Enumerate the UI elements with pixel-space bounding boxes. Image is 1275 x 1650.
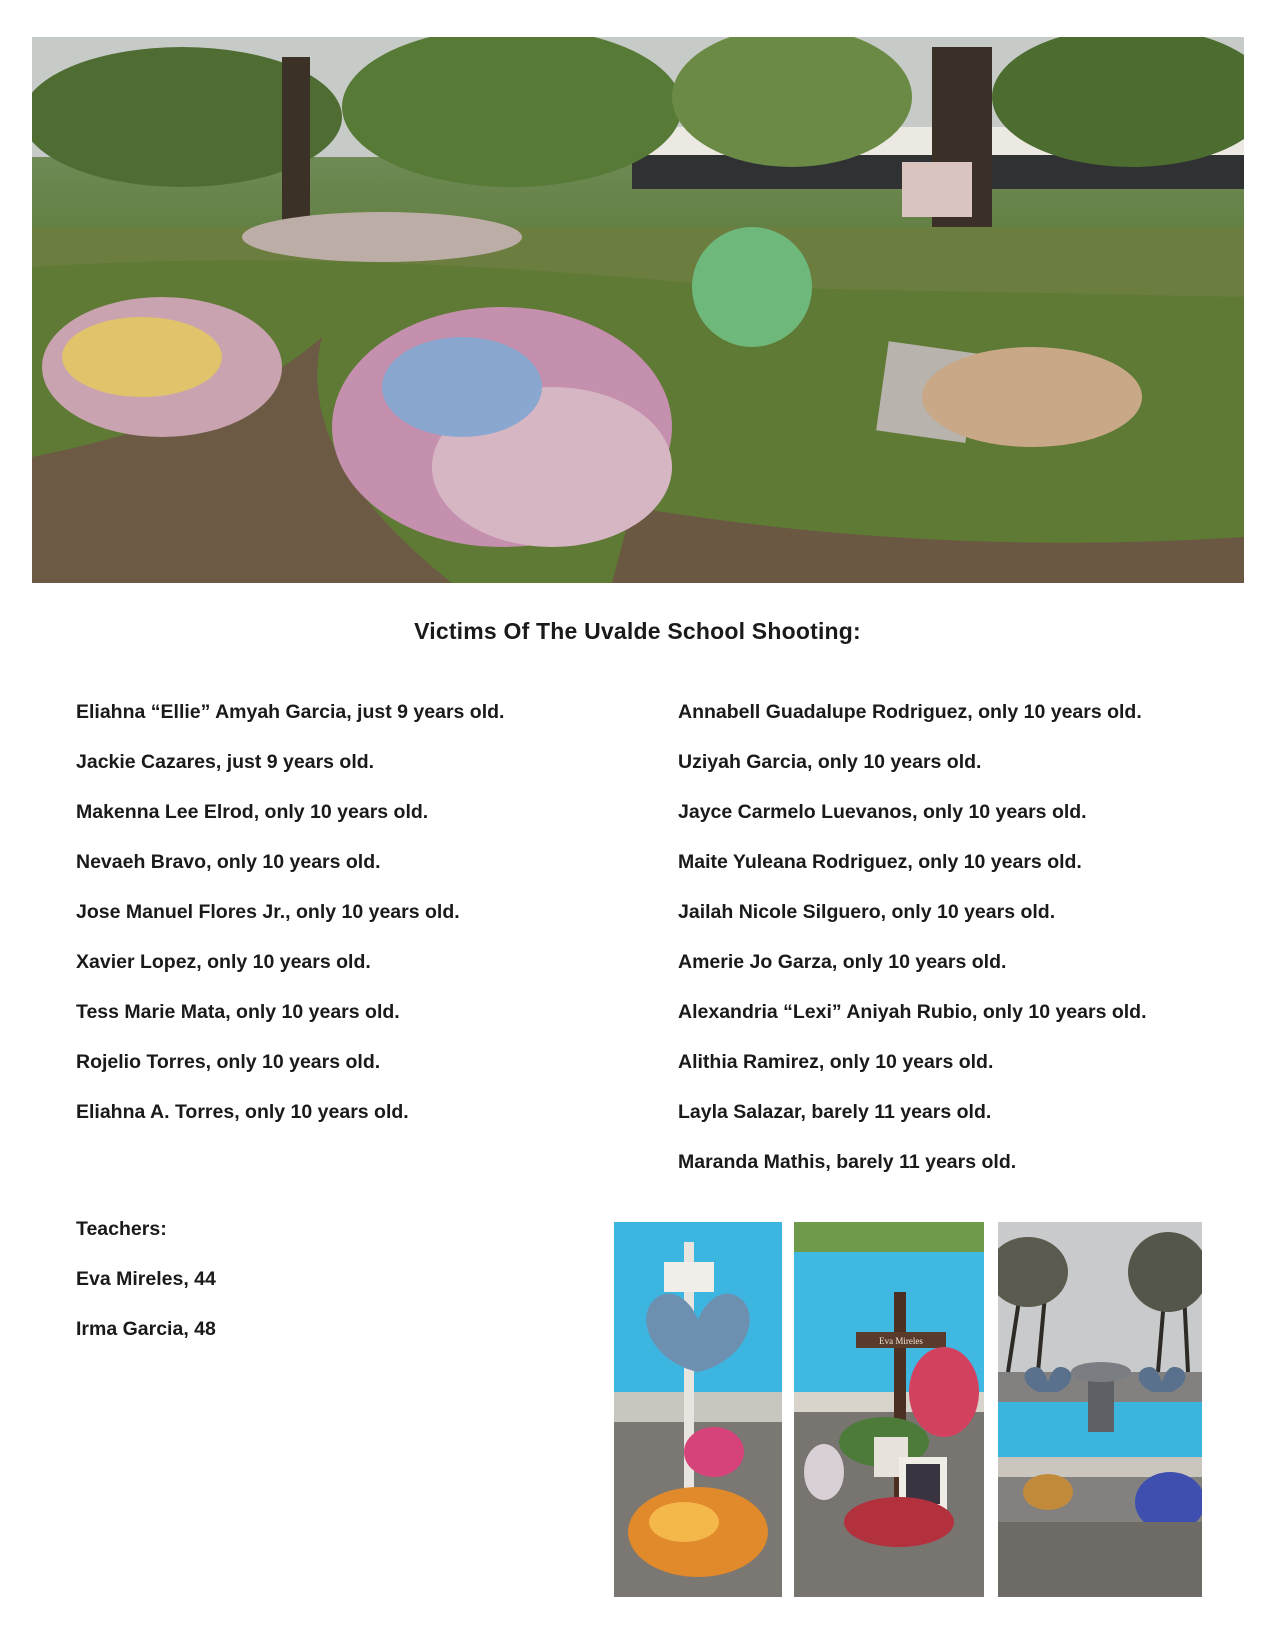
pool-memorial-photo-1: [614, 1222, 782, 1597]
pool-photo-3-drawing: [998, 1222, 1202, 1597]
list-item: Jackie Cazares, just 9 years old.: [76, 751, 375, 773]
teacher-item: Eva Mireles, 44: [76, 1268, 216, 1290]
list-item: Eliahna “Ellie” Amyah Garcia, just 9 years old.: [76, 701, 505, 723]
pool-memorial-photo-2: [794, 1222, 984, 1597]
memorial-site-photo: [32, 37, 1244, 583]
list-item: Jayce Carmelo Luevanos, only 10 years old.: [678, 801, 1087, 823]
pool-photo-2-drawing: [794, 1222, 984, 1597]
list-item: Tess Marie Mata, only 10 years old.: [76, 1001, 400, 1023]
list-item: Alexandria “Lexi” Aniyah Rubio, only 10 years old.: [678, 1001, 1147, 1023]
list-item: Amerie Jo Garza, only 10 years old.: [678, 951, 1007, 973]
pool-memorial-photo-3: [998, 1222, 1202, 1597]
victims-list-right: [678, 700, 1147, 1200]
victims-list-left: [76, 700, 504, 1150]
list-item: Jailah Nicole Silguero, only 10 years old.: [678, 901, 1056, 923]
list-item: Maite Yuleana Rodriguez, only 10 years old.: [678, 851, 1082, 873]
list-item: Makenna Lee Elrod, only 10 years old.: [76, 801, 429, 823]
teachers-heading: Teachers:: [76, 1218, 167, 1240]
list-item: Uziyah Garcia, only 10 years old.: [678, 751, 982, 773]
list-item: Rojelio Torres, only 10 years old.: [76, 1051, 381, 1073]
list-item: Jose Manuel Flores Jr., only 10 years old.: [76, 901, 460, 923]
list-item: Layla Salazar, barely 11 years old.: [678, 1101, 992, 1123]
memorial-photo-drawing: [32, 37, 1244, 583]
list-item: Eliahna A. Torres, only 10 years old.: [76, 1101, 409, 1123]
pool-photo-1-drawing: [614, 1222, 782, 1597]
list-item: Alithia Ramirez, only 10 years old.: [678, 1051, 994, 1073]
cross-name-plate: Eva Mireles: [879, 1336, 923, 1346]
page-title: Victims Of The Uvalde School Shooting:: [414, 618, 861, 644]
teacher-item: Irma Garcia, 48: [76, 1318, 216, 1340]
teachers-section: [76, 1217, 216, 1367]
list-item: Maranda Mathis, barely 11 years old.: [678, 1151, 1017, 1173]
list-item: Nevaeh Bravo, only 10 years old.: [76, 851, 381, 873]
list-item: Annabell Guadalupe Rodriguez, only 10 years old.: [678, 701, 1142, 723]
list-item: Xavier Lopez, only 10 years old.: [76, 951, 371, 973]
